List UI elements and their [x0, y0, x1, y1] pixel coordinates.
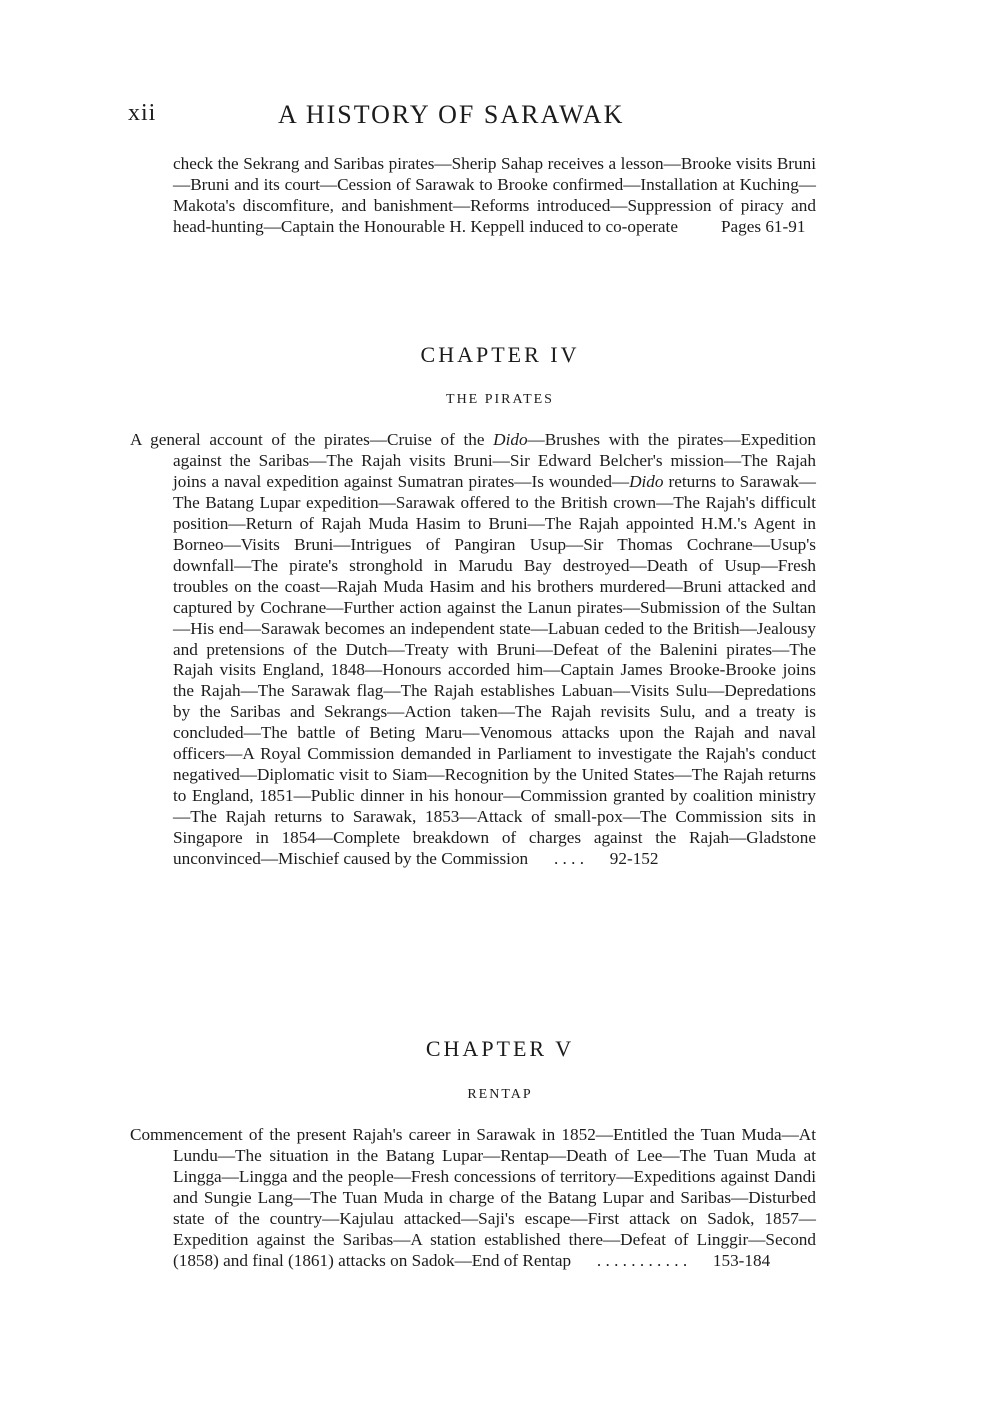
chapter-3-summary-text: check the Sekrang and Saribas pirates—Sherip Sahap receives a lesson—Brooke visits Bruni—Bruni and its court—Cession of Sarawak to Brooke confirmed—Installation at Kuching—Makota's discomfiture, and banishment—Reforms introduced—Suppression of piracy and head-hunting—Captain the Honourable H. Keppell induced to co-operate — [173, 154, 816, 236]
chapter-4-text-part-1: A general account of the pirates—Cruise of the — [130, 430, 494, 449]
ship-name-dido-1: Dido — [493, 430, 528, 449]
chapter-4-heading: CHAPTER IV — [420, 342, 580, 367]
chapter-4-page-range: 92-152 — [609, 849, 659, 869]
chapter-5-heading: CHAPTER V — [425, 1036, 575, 1061]
chapter-4-summary — [130, 430, 817, 870]
page-number: xii — [128, 100, 157, 126]
chapter-5-dot-leader: . . . . . . . . . . . — [596, 1250, 688, 1270]
chapter-4-text-part-2: —Brushes with the pirates—Expedition against the Saribas—The Rajah visits Bruni—Sir Edward Belcher's mission—The Rajah joins a naval expedition against Sumatran pirates—Is wounded— — [173, 430, 817, 491]
chapter-4-dot-leader: . . . . — [553, 849, 585, 869]
chapter-3-page-range: Pages 61-91 — [720, 216, 806, 236]
chapter-5-subtitle: RENTAP — [467, 1087, 533, 1102]
chapter-4-text-part-3: returns to Sarawak—The Batang Lupar expedition—Sarawak offered to the British crown—The Rajah's difficult position—Return of Rajah Muda Hasim to Bruni—The Rajah appointed H.M.'s Agent in Borneo—Visits Bruni—Intrigues of Pangiran Usup—Sir Thomas Cochrane—Usup's downfall—The pirate's stronghold in Marudu Bay destroyed—Death of Usup—Fresh troubles on the coast—Rajah Muda Hasim and his brothers murdered—Bruni attacked and captured by Cochrane—Further action against the Lanun pirates—Submission of the Sultan—His end—Sarawak becomes an independent state—Labuan ceded to the British—Jealousy and pretensions of the Dutch—Treaty with Bruni—Defeat of the Balenini pirates—The Rajah visits England, 1848—Honours accorded him—Captain James Brooke-Brooke joins the Rajah—The Sarawak flag—The Rajah establishes Labuan—Visits Sulu—Depredations by the Saribas and Sekrangs—Action taken—The Rajah revisits Sulu, and a treaty is concluded—The battle of Beting Maru—Venomous attacks upon the Rajah and naval officers—A Royal Commission demanded in Parliament to investigate the Rajah's conduct negatived—Diplomatic visit to Siam—Recognition by the United States—The Rajah returns to England, 1851—Public dinner in his honour—Commission granted by coalition ministry—The Rajah returns to Sarawak, 1853—Attack of small-pox—The Commission sits in Singapore in 1854—Complete breakdown of charges against the Rajah—Gladstone unconvinced—Mischief caused by the Commission — [173, 471, 816, 869]
ship-name-dido-2: Dido — [629, 471, 664, 491]
running-title: A HISTORY OF SARAWAK — [278, 100, 625, 129]
chapter-4-subtitle: THE PIRATES — [446, 392, 554, 407]
chapter-3-summary-tail — [173, 154, 816, 238]
chapter-5-page-range: 153-184 — [712, 1250, 771, 1270]
chapter-5-summary — [130, 1125, 816, 1272]
running-header — [128, 100, 818, 134]
chapter-5-text: Commencement of the present Rajah's career in Sarawak in 1852—Entitled the Tuan Muda—At Lundu—The situation in the Batang Lupar—Rentap—Death of Lee—The Tuan Muda at Lingga—Lingga and the people—Fresh concessions of territory—Expeditions against Dandi and Sungie Lang—The Tuan Muda in charge of the Batang Lupar and Saribas—Disturbed state of the country—Kajulau attacked—Saji's escape—First attack on Sadok, 1857—Expedition against the Saribas—A station established there—Defeat of Linggir—Second (1858) and final (1861) attacks on Sadok—End of Rentap — [130, 1125, 816, 1270]
